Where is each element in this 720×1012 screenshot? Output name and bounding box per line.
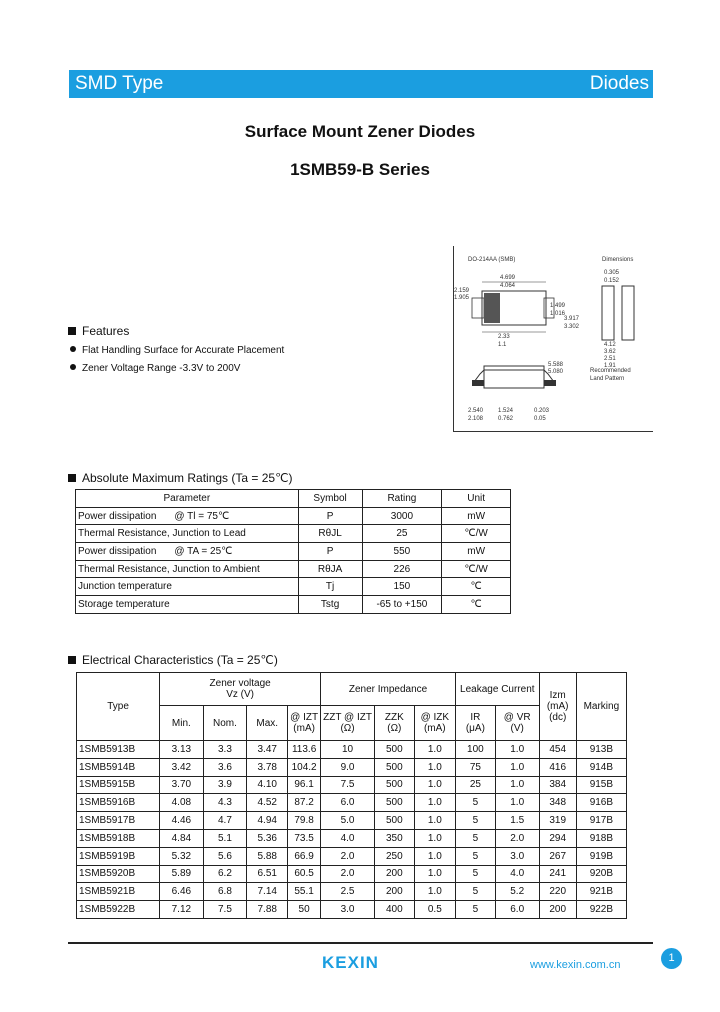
- table-header-row: [77, 673, 627, 706]
- table-header-row: [76, 490, 511, 508]
- value-cell: 55.1: [288, 883, 321, 901]
- value-cell: 7.14: [247, 883, 288, 901]
- value-cell: 2.0: [495, 829, 539, 847]
- value-cell: 1.0: [414, 883, 455, 901]
- feature-text: Flat Handling Surface for Accurate Placement: [82, 345, 285, 356]
- value-cell: 919B: [576, 847, 626, 865]
- table-row: [77, 829, 627, 847]
- value-cell: 500: [374, 812, 414, 830]
- col-subheader: [455, 706, 495, 741]
- value-cell: 400: [374, 901, 414, 919]
- pkg-d13: 2.108: [468, 416, 484, 422]
- table-row: [76, 596, 511, 614]
- rating-cell: -65 to +150: [362, 596, 442, 614]
- value-cell: 1.0: [414, 865, 455, 883]
- value-cell: 3.6: [203, 758, 247, 776]
- pkg-d16: 0.203: [534, 408, 550, 414]
- value-cell: 5.36: [247, 829, 288, 847]
- value-cell: 1.0: [495, 758, 539, 776]
- col-header: Zener Impedance: [321, 673, 456, 706]
- value-cell: 5.32: [160, 847, 203, 865]
- table-row: [77, 794, 627, 812]
- col-header: Rating: [362, 490, 442, 508]
- pkg-land: Land Pattern: [590, 376, 625, 382]
- pkg-d7: 3.302: [564, 324, 580, 330]
- col-header: Unit: [442, 490, 511, 508]
- sub-line: IR: [470, 712, 481, 723]
- header-right-label: Diodes: [589, 73, 649, 94]
- value-cell: 4.46: [160, 812, 203, 830]
- value-cell: 73.5: [288, 829, 321, 847]
- value-cell: 50: [288, 901, 321, 919]
- bullet-square-icon: [68, 656, 76, 664]
- value-cell: 1.0: [414, 847, 455, 865]
- symbol-cell: P: [298, 507, 362, 525]
- value-cell: 500: [374, 776, 414, 794]
- value-cell: 1.0: [495, 776, 539, 794]
- abs-max-heading-text: Absolute Maximum Ratings (Ta = 25℃): [82, 471, 293, 485]
- table-row: [77, 758, 627, 776]
- value-cell: 3.70: [160, 776, 203, 794]
- value-cell: 5: [455, 829, 495, 847]
- col-subheader: Nom.: [203, 706, 247, 741]
- sub-line: (μA): [465, 723, 485, 734]
- unit-cell: ℃/W: [442, 525, 511, 543]
- param-text: Power dissipation: [78, 510, 157, 522]
- vz-unit: Vz (V): [226, 689, 255, 700]
- value-cell: 5.6: [203, 847, 247, 865]
- value-cell: 4.94: [247, 812, 288, 830]
- symbol-cell: RθJL: [298, 525, 362, 543]
- rating-cell: 550: [362, 543, 442, 561]
- value-cell: 4.84: [160, 829, 203, 847]
- value-cell: 921B: [576, 883, 626, 901]
- pkg-d5: 1.016: [550, 311, 566, 317]
- type-cell: 1SMB5920B: [77, 865, 160, 883]
- col-subheader: [414, 706, 455, 741]
- value-cell: 200: [539, 901, 576, 919]
- table-row: [76, 578, 511, 596]
- table-row: [77, 776, 627, 794]
- vz-label: Zener voltage: [209, 678, 271, 689]
- value-cell: 0.5: [414, 901, 455, 919]
- value-cell: 200: [374, 883, 414, 901]
- type-cell: 1SMB5918B: [77, 829, 160, 847]
- sub-line: (Ω): [340, 723, 355, 734]
- value-cell: 917B: [576, 812, 626, 830]
- value-cell: 7.88: [247, 901, 288, 919]
- pkg-dims: Dimensions: [602, 257, 634, 263]
- unit-cell: ℃/W: [442, 560, 511, 578]
- rating-cell: 3000: [362, 507, 442, 525]
- value-cell: 10: [321, 741, 375, 759]
- abs-max-heading: [68, 471, 293, 485]
- pkg-d1: 4.064: [500, 283, 516, 289]
- type-cell: 1SMB5917B: [77, 812, 160, 830]
- col-subheader: Max.: [247, 706, 288, 741]
- value-cell: 5: [455, 794, 495, 812]
- param-cell: [76, 560, 299, 578]
- value-cell: 9.0: [321, 758, 375, 776]
- value-cell: 5: [455, 865, 495, 883]
- symbol-cell: P: [298, 543, 362, 561]
- value-cell: 5.1: [203, 829, 247, 847]
- value-cell: 5.88: [247, 847, 288, 865]
- value-cell: 66.9: [288, 847, 321, 865]
- col-header: [160, 673, 321, 706]
- value-cell: 1.0: [414, 758, 455, 776]
- col-subheader: Min.: [160, 706, 203, 741]
- value-cell: 3.13: [160, 741, 203, 759]
- abs-max-table: [75, 489, 511, 614]
- value-cell: 3.9: [203, 776, 247, 794]
- value-cell: 4.7: [203, 812, 247, 830]
- value-cell: 3.0: [495, 847, 539, 865]
- pkg-d6: 3.917: [564, 316, 580, 322]
- value-cell: 1.0: [495, 794, 539, 812]
- param-cell: [76, 543, 299, 561]
- value-cell: 75: [455, 758, 495, 776]
- symbol-cell: Tstg: [298, 596, 362, 614]
- value-cell: 500: [374, 741, 414, 759]
- pkg-d9: 1.1: [498, 342, 507, 348]
- table-row: [76, 507, 511, 525]
- symbol-cell: Tj: [298, 578, 362, 596]
- sub-line: (mA): [423, 723, 446, 734]
- param-text: Power dissipation: [78, 545, 157, 557]
- col-subheader: [321, 706, 375, 741]
- value-cell: 6.0: [495, 901, 539, 919]
- value-cell: 4.3: [203, 794, 247, 812]
- value-cell: 250: [374, 847, 414, 865]
- unit-cell: ℃: [442, 578, 511, 596]
- pkg-d21: 3.62: [604, 349, 616, 355]
- col-header: [539, 673, 576, 741]
- feature-text: Zener Voltage Range -3.3V to 200V: [82, 363, 241, 374]
- value-cell: 25: [455, 776, 495, 794]
- col-header: Leakage Current: [455, 673, 539, 706]
- col-subheader: [374, 706, 414, 741]
- value-cell: 3.3: [203, 741, 247, 759]
- param-cell: [76, 525, 299, 543]
- izm-label: Izm: [549, 690, 566, 701]
- value-cell: 200: [374, 865, 414, 883]
- package-outline-diagram: [454, 246, 654, 432]
- pkg-d11: 5.080: [548, 369, 564, 375]
- value-cell: 294: [539, 829, 576, 847]
- value-cell: 319: [539, 812, 576, 830]
- unit-cell: ℃: [442, 596, 511, 614]
- param-cell: [76, 507, 299, 525]
- value-cell: 113.6: [288, 741, 321, 759]
- value-cell: 6.46: [160, 883, 203, 901]
- value-cell: 60.5: [288, 865, 321, 883]
- value-cell: 6.0: [321, 794, 375, 812]
- package-drawing: [453, 246, 653, 432]
- value-cell: 4.52: [247, 794, 288, 812]
- value-cell: 5: [455, 883, 495, 901]
- table-row: [77, 901, 627, 919]
- footer-url[interactable]: www.kexin.com.cn: [530, 959, 621, 971]
- bullet-square-icon: [68, 474, 76, 482]
- value-cell: 454: [539, 741, 576, 759]
- value-cell: 2.0: [321, 847, 375, 865]
- value-cell: 915B: [576, 776, 626, 794]
- value-cell: 500: [374, 758, 414, 776]
- header-banner: [69, 70, 653, 98]
- page-number-badge: 1: [661, 948, 682, 969]
- feature-item: [70, 363, 240, 374]
- rating-cell: 25: [362, 525, 442, 543]
- value-cell: 4.0: [321, 829, 375, 847]
- pkg-d15: 0.762: [498, 416, 514, 422]
- value-cell: 922B: [576, 901, 626, 919]
- pkg-d17: 0.05: [534, 416, 546, 422]
- pkg-d8: 2.33: [498, 334, 510, 340]
- pkg-d18: 0.305: [604, 270, 620, 276]
- value-cell: 1.0: [414, 794, 455, 812]
- value-cell: 5: [455, 901, 495, 919]
- table-row: [77, 847, 627, 865]
- value-cell: 3.78: [247, 758, 288, 776]
- value-cell: 348: [539, 794, 576, 812]
- value-cell: 1.5: [495, 812, 539, 830]
- value-cell: 416: [539, 758, 576, 776]
- table-row: [77, 741, 627, 759]
- value-cell: 4.10: [247, 776, 288, 794]
- sub-line: @ IZT: [290, 712, 319, 723]
- value-cell: 96.1: [288, 776, 321, 794]
- type-cell: 1SMB5916B: [77, 794, 160, 812]
- value-cell: 79.8: [288, 812, 321, 830]
- elec-heading: [68, 653, 278, 667]
- pkg-d3: 1.905: [454, 295, 470, 301]
- bullet-dot-icon: [70, 364, 76, 370]
- value-cell: 2.0: [321, 865, 375, 883]
- value-cell: 914B: [576, 758, 626, 776]
- type-cell: 1SMB5919B: [77, 847, 160, 865]
- elec-heading-text: Electrical Characteristics (Ta = 25℃): [82, 653, 278, 667]
- elec-table: [76, 672, 627, 919]
- value-cell: 500: [374, 794, 414, 812]
- pkg-d2: 2.159: [454, 288, 470, 294]
- features-heading-text: Features: [82, 324, 130, 338]
- value-cell: 350: [374, 829, 414, 847]
- sub-line: ZZT @ IZT: [323, 712, 372, 723]
- col-subheader: [288, 706, 321, 741]
- sub-line: (V): [510, 723, 524, 734]
- pkg-d14: 1.524: [498, 408, 514, 414]
- value-cell: 6.51: [247, 865, 288, 883]
- table-row: [76, 560, 511, 578]
- type-cell: 1SMB5913B: [77, 741, 160, 759]
- value-cell: 6.2: [203, 865, 247, 883]
- pkg-d23: 1.91: [604, 363, 616, 369]
- param-cell: [76, 578, 299, 596]
- sub-line: (mA): [293, 723, 315, 734]
- series-title: 1SMB59-B Series: [290, 160, 430, 179]
- value-cell: 916B: [576, 794, 626, 812]
- value-cell: 5: [455, 812, 495, 830]
- value-cell: 2.5: [321, 883, 375, 901]
- pkg-d22: 2.51: [604, 356, 616, 362]
- value-cell: 5.89: [160, 865, 203, 883]
- param-text: Thermal Resistance, Junction to Ambient: [78, 563, 260, 575]
- col-header: Parameter: [76, 490, 299, 508]
- value-cell: 100: [455, 741, 495, 759]
- type-cell: 1SMB5914B: [77, 758, 160, 776]
- pkg-recommended: Recommended: [590, 368, 631, 374]
- izm-unit: (mA): [546, 701, 569, 712]
- value-cell: 3.47: [247, 741, 288, 759]
- symbol-cell: RθJA: [298, 560, 362, 578]
- pkg-d20: 4.12: [604, 342, 616, 348]
- type-cell: 1SMB5921B: [77, 883, 160, 901]
- bullet-square-icon: [68, 327, 76, 335]
- unit-cell: mW: [442, 507, 511, 525]
- table-row: [77, 865, 627, 883]
- rating-cell: 226: [362, 560, 442, 578]
- table-row: [77, 812, 627, 830]
- value-cell: 104.2: [288, 758, 321, 776]
- value-cell: 220: [539, 883, 576, 901]
- bullet-dot-icon: [70, 346, 76, 352]
- rating-cell: 150: [362, 578, 442, 596]
- value-cell: 384: [539, 776, 576, 794]
- pkg-d12: 2.540: [468, 408, 484, 414]
- value-cell: 5: [455, 847, 495, 865]
- sub-line: (Ω): [387, 723, 402, 734]
- type-cell: 1SMB5922B: [77, 901, 160, 919]
- sub-line: @ IZK: [420, 712, 450, 723]
- condition-text: @ Tl = 75℃: [174, 510, 230, 522]
- unit-cell: mW: [442, 543, 511, 561]
- pkg-name: DO-214AA (SMB): [468, 257, 516, 263]
- value-cell: 920B: [576, 865, 626, 883]
- col-header: Symbol: [298, 490, 362, 508]
- param-cell: [76, 596, 299, 614]
- param-text: Storage temperature: [78, 598, 170, 610]
- value-cell: 3.0: [321, 901, 375, 919]
- kexin-logo: KEXIN: [322, 953, 379, 972]
- footer-divider: [68, 942, 653, 944]
- value-cell: 87.2: [288, 794, 321, 812]
- value-cell: 6.8: [203, 883, 247, 901]
- header-left-label: SMD Type: [75, 73, 164, 94]
- col-header: Type: [77, 673, 160, 741]
- pkg-d4: 1.499: [550, 303, 566, 309]
- sub-line: ZZK: [384, 712, 404, 723]
- value-cell: 1.0: [414, 776, 455, 794]
- value-cell: 5.0: [321, 812, 375, 830]
- izm-dc: (dc): [549, 712, 567, 723]
- value-cell: 7.5: [321, 776, 375, 794]
- value-cell: 7.12: [160, 901, 203, 919]
- features-heading: [68, 324, 129, 338]
- value-cell: 3.42: [160, 758, 203, 776]
- value-cell: 1.0: [414, 829, 455, 847]
- table-row: [77, 883, 627, 901]
- value-cell: 913B: [576, 741, 626, 759]
- col-header: Marking: [576, 673, 626, 741]
- feature-item: [70, 345, 284, 356]
- page-title: Surface Mount Zener Diodes: [244, 122, 476, 141]
- type-cell: 1SMB5915B: [77, 776, 160, 794]
- col-subheader: [495, 706, 539, 741]
- pkg-d19: 0.152: [604, 278, 620, 284]
- sub-line: @ VR: [503, 712, 531, 723]
- table-row: [76, 543, 511, 561]
- value-cell: 1.0: [495, 741, 539, 759]
- value-cell: 4.0: [495, 865, 539, 883]
- condition-text: @ TA = 25℃: [174, 545, 233, 557]
- pkg-d10: 5.588: [548, 362, 564, 368]
- value-cell: 7.5: [203, 901, 247, 919]
- param-text: Junction temperature: [78, 581, 172, 593]
- pkg-d0: 4.699: [500, 275, 516, 281]
- table-row: [76, 525, 511, 543]
- value-cell: 1.0: [414, 812, 455, 830]
- value-cell: 5.2: [495, 883, 539, 901]
- value-cell: 918B: [576, 829, 626, 847]
- value-cell: 241: [539, 865, 576, 883]
- param-text: Thermal Resistance, Junction to Lead: [78, 528, 246, 540]
- value-cell: 267: [539, 847, 576, 865]
- value-cell: 1.0: [414, 741, 455, 759]
- value-cell: 4.08: [160, 794, 203, 812]
